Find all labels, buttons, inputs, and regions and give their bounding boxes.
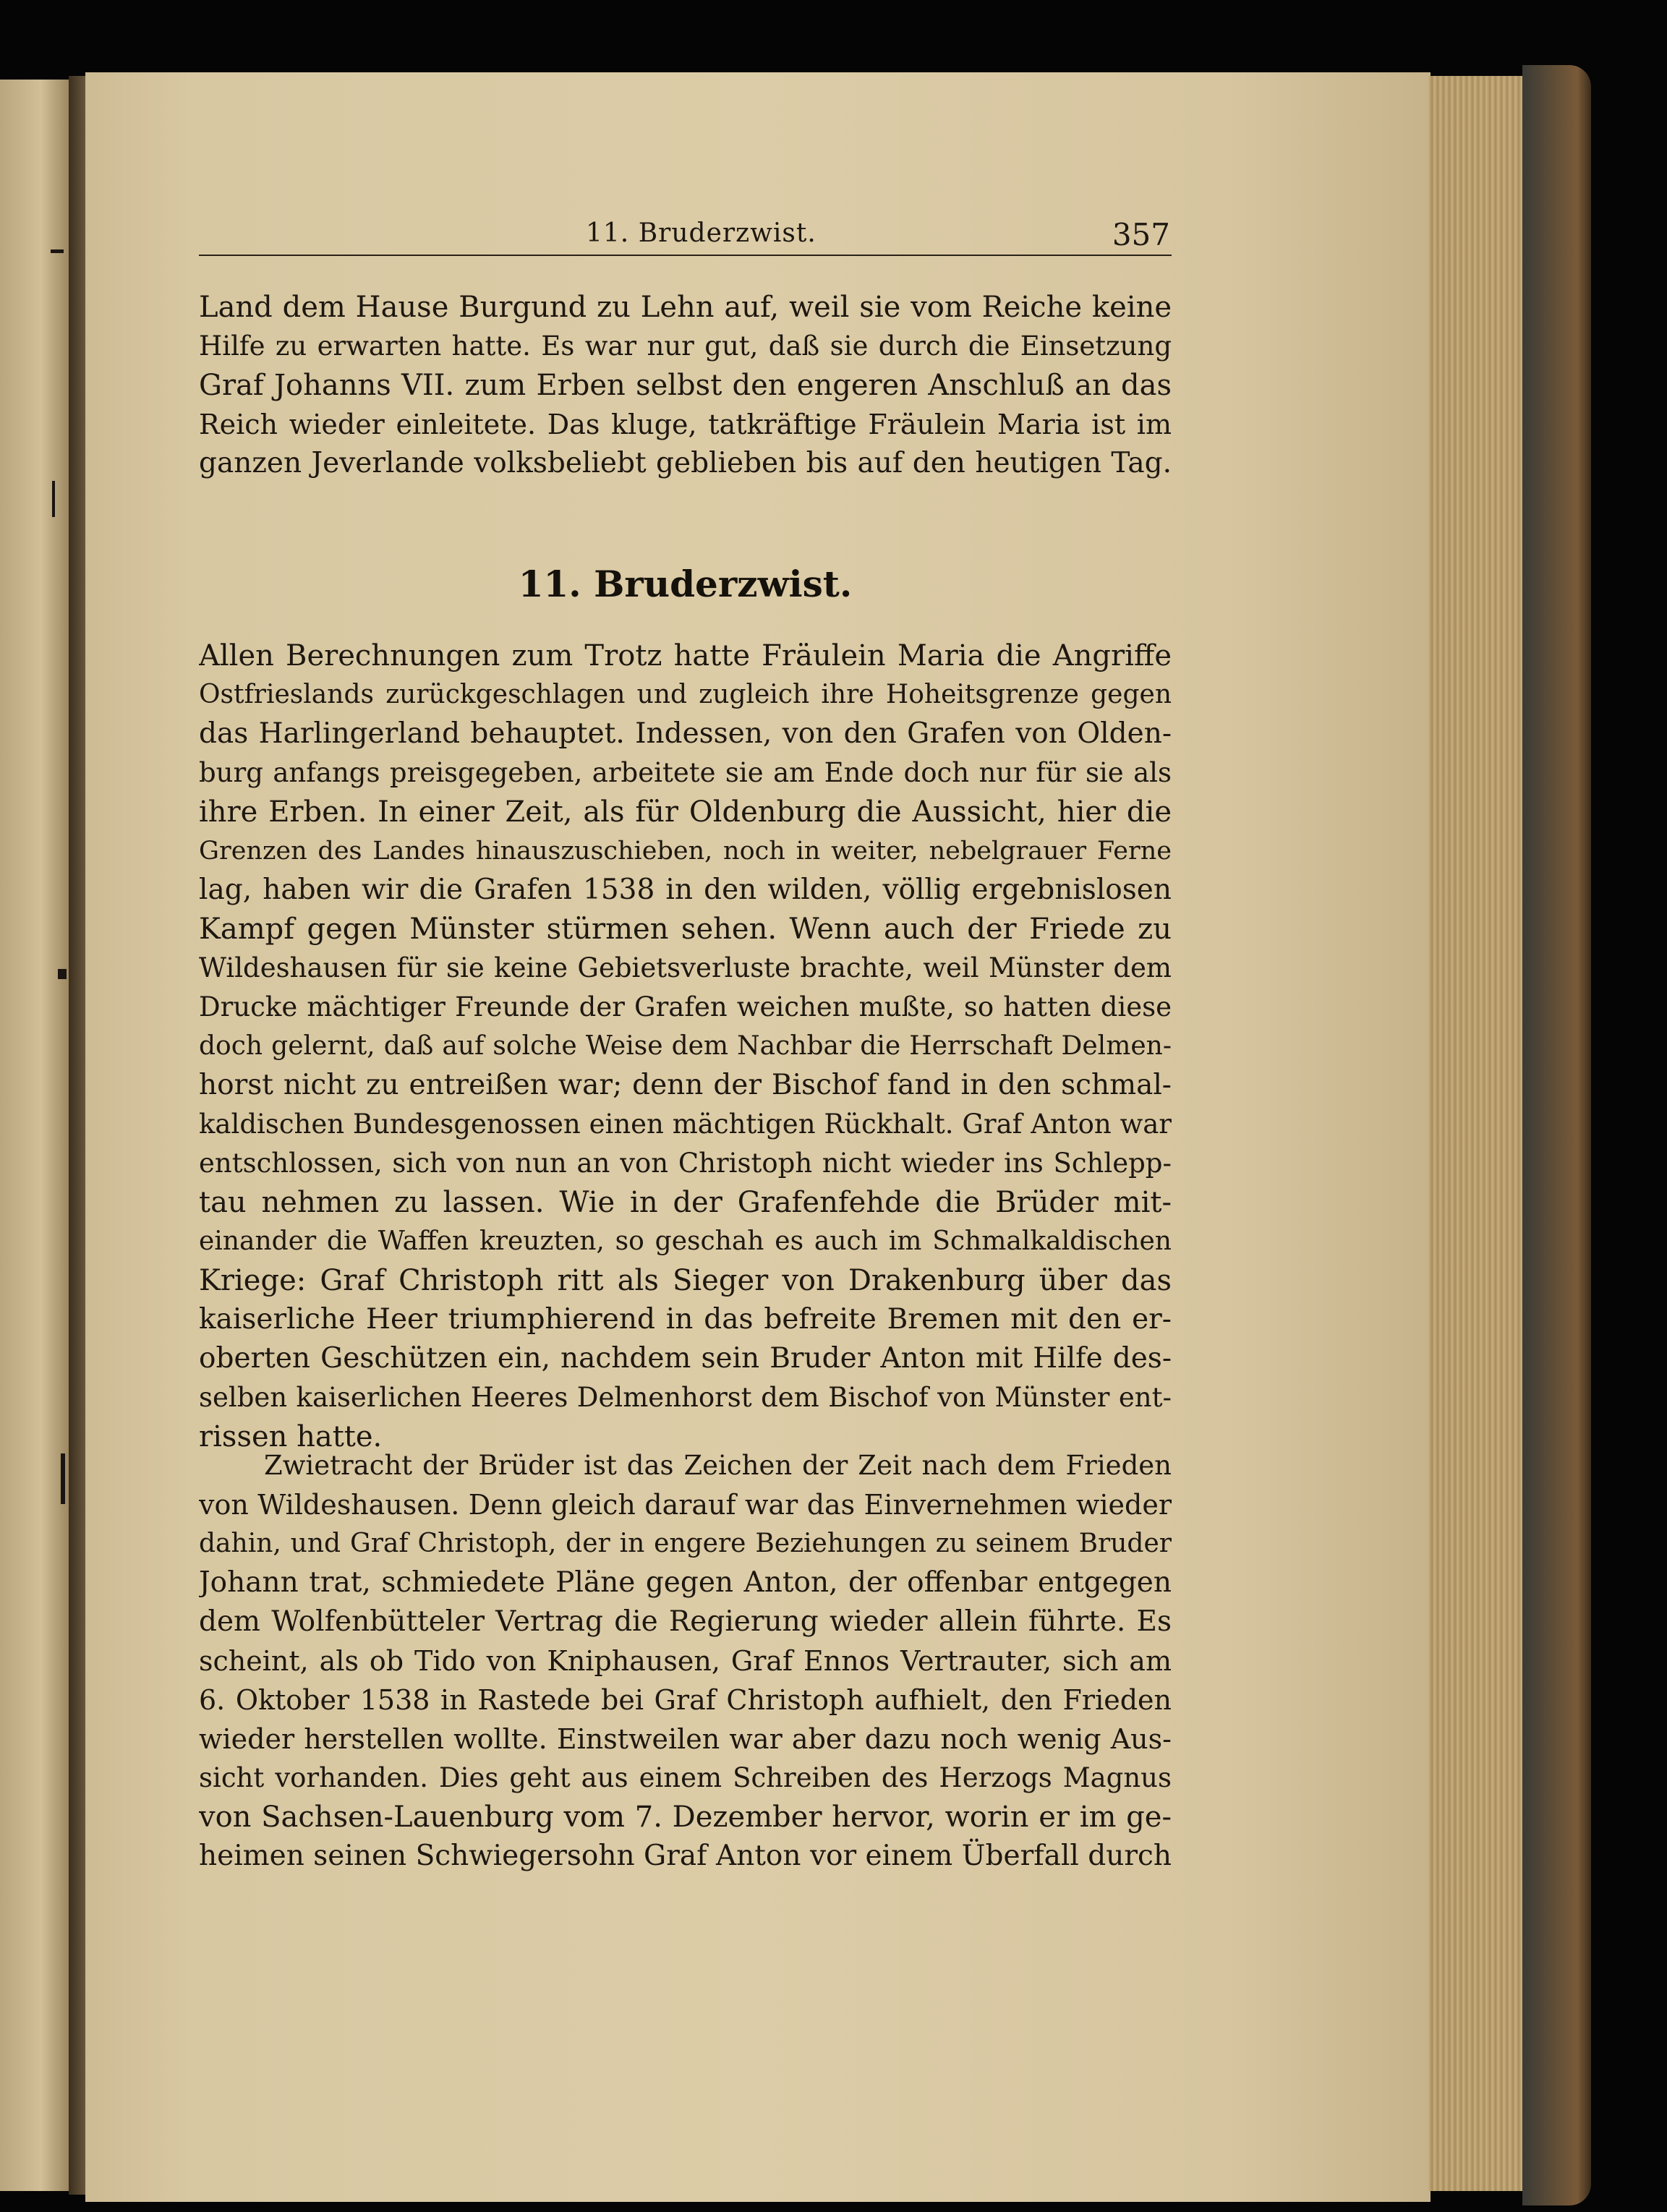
- text-line: Grenzen des Landes hinauszuschieben, noch in weiter, nebelgrauer Ferne: [199, 837, 1172, 866]
- text-line: Kriege: Graf Christoph ritt als Sieger von Drakenburg über das: [199, 1264, 1172, 1297]
- page-number: 357: [1112, 217, 1170, 252]
- section-heading: 11. Bruderzwist.: [518, 563, 853, 605]
- text-line: ganzen Jeverlande volksbeliebt geblieben bis auf den heutigen Tag.: [199, 447, 1172, 479]
- text-line: horst nicht zu entreißen war; denn der Bischof fand in den schmal-: [199, 1069, 1172, 1101]
- text-line: entschlossen, sich von nun an von Christoph nicht wieder ins Schlepp-: [199, 1148, 1172, 1179]
- text-line: dahin, und Graf Christoph, der in engere Beziehungen zu seinem Bruder: [199, 1529, 1172, 1558]
- text-line: ihre Erben. In einer Zeit, als für Oldenburg die Aussicht, hier die: [199, 795, 1172, 829]
- text-line: scheint, als ob Tido von Kniphausen, Graf Ennos Vertrauter, sich am: [199, 1645, 1172, 1677]
- text-line: Zwietracht der Brüder ist das Zeichen der Zeit nach dem Frieden: [264, 1450, 1172, 1481]
- text-line: von Sachsen-Lauenburg vom 7. Dezember hervor, worin er im ge-: [199, 1801, 1172, 1834]
- margin-mark: [58, 969, 67, 979]
- left-page-edge: [0, 80, 69, 2191]
- text-line: doch gelernt, daß auf solche Weise dem Nachbar die Herrschaft Delmen-: [199, 1031, 1172, 1061]
- text-line: oberten Geschützen ein, nachdem sein Bruder Anton mit Hilfe des-: [199, 1342, 1172, 1375]
- text-line: kaldischen Bundesgenossen einen mächtigen Rückhalt. Graf Anton war: [199, 1109, 1172, 1140]
- text-line: Land dem Hause Burgund zu Lehn auf, weil sie vom Reiche keine: [199, 291, 1172, 324]
- text-line: Wildeshausen für sie keine Gebietsverluste brachte, weil Münster dem: [199, 952, 1172, 983]
- text-line: wieder herstellen wollte. Einstweilen war aber dazu noch wenig Aus-: [199, 1723, 1172, 1755]
- text-line: Reich wieder einleitete. Das kluge, tatkräftige Fräulein Maria ist im: [199, 409, 1172, 440]
- header-title: 11. Bruderzwist.: [586, 218, 817, 248]
- running-header: [199, 217, 1172, 256]
- text-line: Graf Johanns VII. zum Erben selbst den engeren Anschluß an das: [199, 369, 1172, 402]
- paragraph-1: [199, 288, 1172, 483]
- text-line: rissen hatte.: [199, 1420, 383, 1453]
- text-line: tau nehmen zu lassen. Wie in der Grafenfehde die Brüder mit-: [199, 1186, 1172, 1219]
- text-line: heimen seinen Schwiegersohn Graf Anton vor einem Überfall durch: [199, 1840, 1172, 1872]
- text-line: selben kaiserlichen Heeres Delmenhorst dem Bischof von Münster ent-: [199, 1382, 1172, 1413]
- text-line: Kampf gegen Münster stürmen sehen. Wenn auch der Friede zu: [199, 913, 1172, 946]
- book-cover-edge: [1522, 65, 1591, 2205]
- text-line: Hilfe zu erwarten hatte. Es war nur gut, daß sie durch die Einsetzung: [199, 330, 1172, 362]
- text-line: Ostfrieslands zurückgeschlagen und zugleich ihre Hoheitsgrenze gegen: [199, 680, 1172, 709]
- text-line: Allen Berechnungen zum Trotz hatte Fräulein Maria die Angriffe: [199, 639, 1172, 672]
- book-gutter: [69, 76, 87, 2195]
- text-line: Drucke mächtiger Freunde der Grafen weichen mußte, so hatten diese: [199, 991, 1172, 1022]
- text-line: sicht vorhanden. Dies geht aus einem Schreiben des Herzogs Magnus: [199, 1762, 1172, 1793]
- text-line: dem Wolfenbütteler Vertrag die Regierung wieder allein führte. Es: [199, 1605, 1172, 1638]
- margin-mark: [51, 249, 64, 253]
- margin-mark: [52, 481, 55, 517]
- paragraph-2: [199, 636, 1172, 1456]
- text-line: kaiserliche Heer triumphierend in das befreite Bremen mit den er-: [199, 1303, 1172, 1336]
- text-line: Johann trat, schmiedete Pläne gegen Anton, der offenbar entgegen: [199, 1566, 1172, 1599]
- paragraph-3: [199, 1446, 1172, 1876]
- margin-mark: [61, 1453, 65, 1504]
- text-line: lag, haben wir die Grafen 1538 in den wilden, völlig ergebnislosen: [199, 874, 1172, 906]
- text-line: burg anfangs preisgegeben, arbeitete sie am Ende doch nur für sie als: [199, 757, 1172, 788]
- text-line: 6. Oktober 1538 in Rastede bei Graf Christoph aufhielt, den Frieden: [199, 1684, 1172, 1716]
- text-line: von Wildeshausen. Denn gleich darauf war das Einvernehmen wieder: [199, 1489, 1172, 1521]
- text-line: einander die Waffen kreuzten, so geschah es auch im Schmalkaldischen: [199, 1226, 1172, 1256]
- text-line: das Harlingerland behauptet. Indessen, von den Grafen von Olden-: [199, 717, 1172, 750]
